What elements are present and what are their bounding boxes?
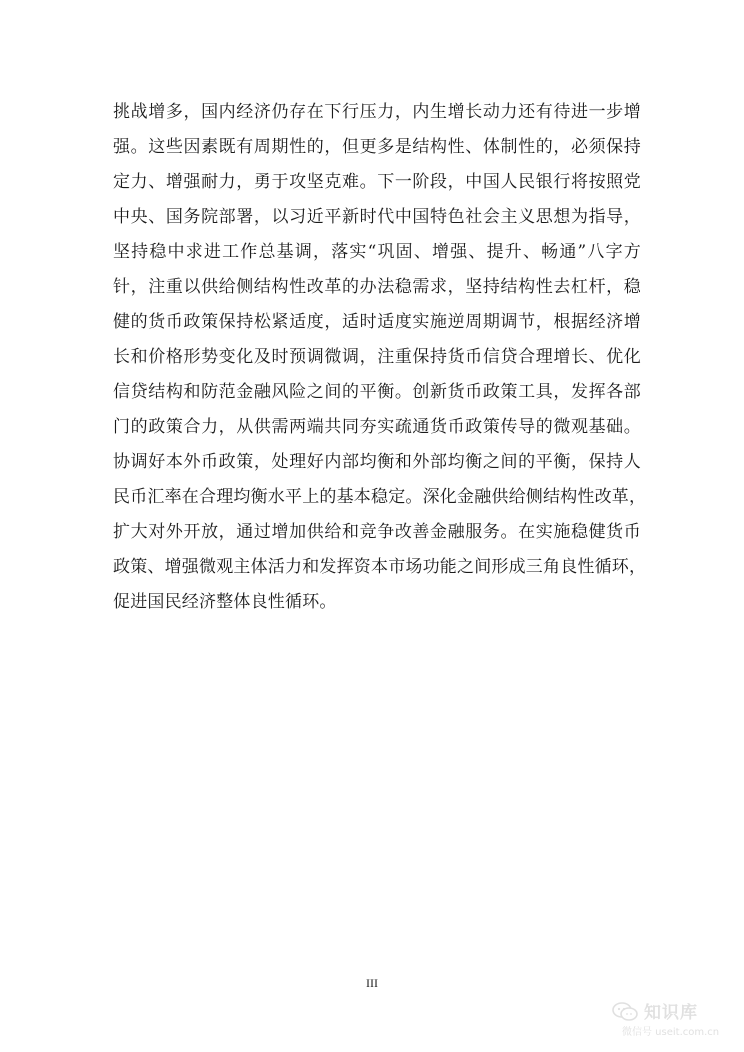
text-line: 扩大对外开放，通过增加供给和竞争改善金融服务。在实施稳健货币: [113, 522, 641, 542]
text-line: 民币汇率在合理均衡水平上的基本稳定。深化金融供给侧结构性改革，: [113, 487, 647, 507]
text-line: 强。这些因素既有周期性的，但更多是结构性、体制性的，必须保持: [113, 137, 641, 157]
text-line: 挑战增多，国内经济仍存在下行压力，内生增长动力还有待进一步增: [113, 102, 641, 122]
text-line: 政策、增强微观主体活力和发挥资本市场功能之间形成三角良性循环，: [113, 557, 647, 577]
text-line: 中央、国务院部署，以习近平新时代中国特色社会主义思想为指导，: [113, 207, 641, 227]
watermark-subtitle: 微信号 useit.com.cn: [622, 1027, 720, 1038]
text-line: 针，注重以供给侧结构性改革的办法稳需求，坚持结构性去杠杆，稳: [113, 277, 641, 297]
text-line: 长和价格形势变化及时预调微调，注重保持货币信贷合理增长、优化: [113, 347, 641, 367]
wechat-icon: [612, 1002, 638, 1022]
text-line: 健的货币政策保持松紧适度，适时适度实施逆周期调节，根据经济增: [113, 312, 641, 332]
text-line: 促进国民经济整体良性循环。: [113, 592, 337, 612]
text-line: 定力、增强耐力，勇于攻坚克难。下一阶段，中国人民银行将按照党: [113, 172, 641, 192]
text-line: 坚持稳中求进工作总基调，落实“巩固、增强、提升、畅通”八字方: [113, 242, 641, 262]
text-line: 门的政策合力，从供需两端共同夯实疏通货币政策传导的微观基础。: [113, 417, 641, 437]
watermark: [608, 998, 732, 1038]
page-number: III: [366, 976, 378, 990]
body-paragraph: [113, 95, 647, 620]
watermark-brand: 知识库: [644, 1003, 698, 1023]
text-line: 协调好本外币政策，处理好内部均衡和外部均衡之间的平衡，保持人: [113, 452, 641, 472]
text-line: 信贷结构和防范金融风险之间的平衡。创新货币政策工具，发挥各部: [113, 382, 641, 402]
